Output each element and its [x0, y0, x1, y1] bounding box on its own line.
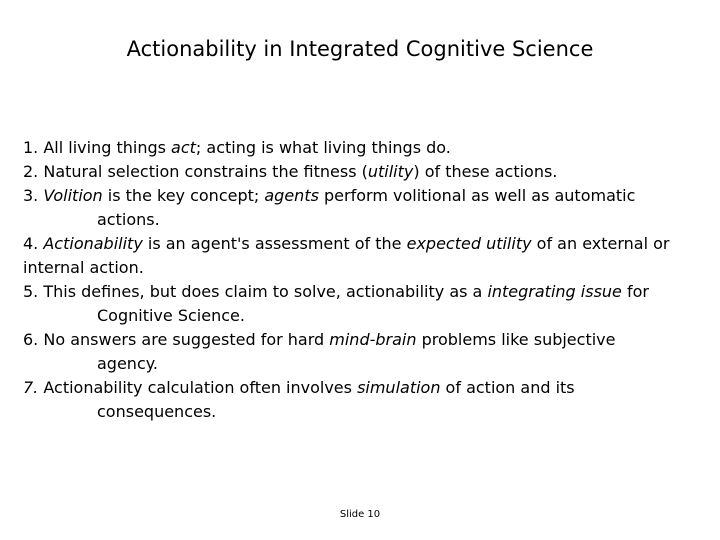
point-number: 3.: [23, 186, 39, 205]
point-number: 1.: [23, 138, 39, 157]
point-text: ) of these actions.: [413, 162, 558, 181]
point-number: 5.: [23, 282, 39, 301]
point-emphasis: simulation: [357, 378, 441, 397]
point-5: [23, 280, 703, 328]
point-text: All living things: [38, 138, 172, 157]
point-emphasis: integrating issue: [487, 282, 622, 301]
point-text: is the key concept;: [102, 186, 265, 205]
point-2-line-1: [23, 160, 703, 184]
point-number: 7.: [23, 378, 39, 397]
point-number: 2.: [23, 162, 39, 181]
point-emphasis: expected utility: [406, 234, 532, 253]
point-text: Actionability calculation often involves: [38, 378, 358, 397]
point-3: [23, 184, 703, 232]
slide-number: Slide 10: [339, 509, 381, 520]
point-7-line-1: [23, 376, 703, 400]
point-emphasis: mind-brain: [329, 330, 417, 349]
point-6: [23, 328, 703, 376]
point-text: This defines, but does claim to solve, actionability as a: [38, 282, 488, 301]
point-4-line-2: internal action.: [23, 258, 144, 277]
point-text: for: [621, 282, 649, 301]
point-1-line-1: [23, 136, 703, 160]
point-4-line-1: [23, 232, 703, 256]
point-emphasis: agents: [264, 186, 319, 205]
point-text: of action and its: [440, 378, 575, 397]
point-text: ; acting is what living things do.: [195, 138, 451, 157]
point-2: [23, 160, 703, 184]
point-text: Natural selection constrains the fitness (: [38, 162, 368, 181]
point-6-line-1: [23, 328, 703, 352]
point-6-line-2: agency.: [97, 354, 159, 373]
point-emphasis: act: [171, 138, 196, 157]
point-5-line-2: Cognitive Science.: [97, 306, 245, 325]
point-text: perform volitional as well as automatic: [318, 186, 636, 205]
point-number: 4.: [23, 234, 39, 253]
point-number: 6.: [23, 330, 39, 349]
point-4: [23, 232, 703, 280]
point-7-line-2: consequences.: [97, 402, 217, 421]
point-7: [23, 376, 703, 424]
point-3-line-1: [23, 184, 703, 208]
point-text: of an external or: [531, 234, 670, 253]
point-3-line-2: actions.: [97, 210, 160, 229]
point-text: problems like subjective: [416, 330, 616, 349]
point-text: is an agent's assessment of the: [142, 234, 407, 253]
point-emphasis: utility: [367, 162, 414, 181]
slide-title: Actionability in Integrated Cognitive Science: [126, 37, 594, 61]
point-1: [23, 136, 703, 160]
point-5-line-1: [23, 280, 703, 304]
point-emphasis: Actionability: [43, 234, 143, 253]
point-list: [23, 136, 703, 424]
point-text: No answers are suggested for hard: [38, 330, 330, 349]
point-emphasis: Volition: [43, 186, 103, 205]
